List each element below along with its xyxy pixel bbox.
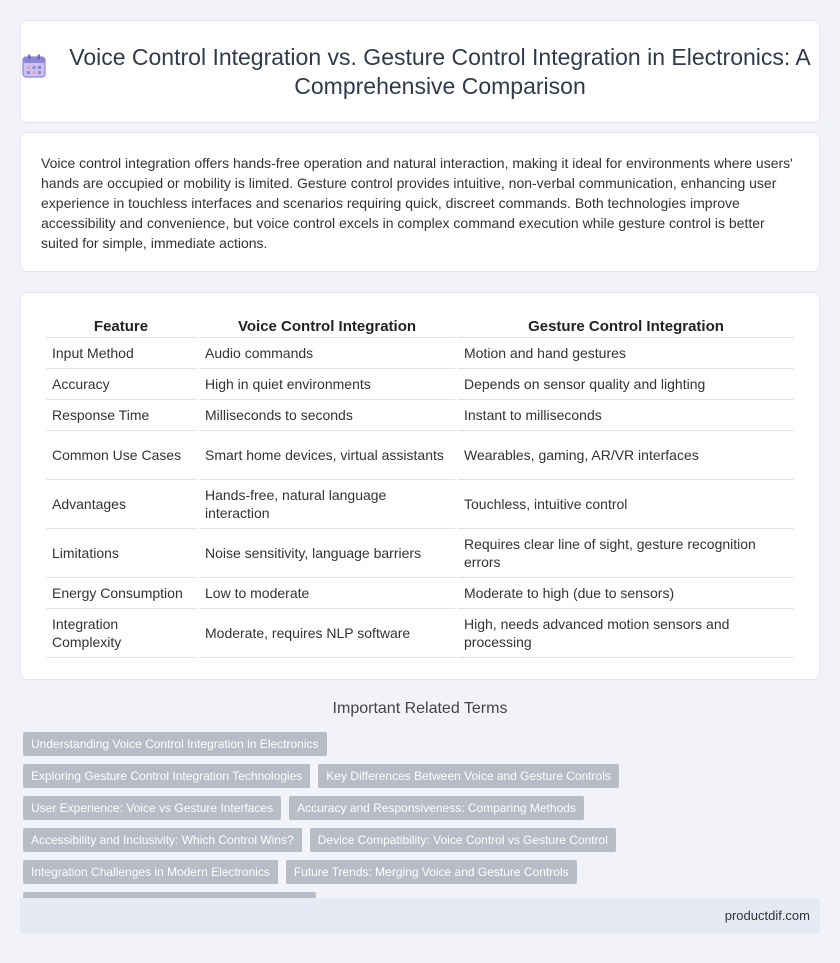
table-cell: Accuracy [46, 369, 196, 400]
table-cell: Milliseconds to seconds [199, 400, 455, 431]
table-row [46, 609, 794, 658]
related-tag[interactable]: Integration Challenges in Modern Electronics [23, 860, 278, 884]
related-tag[interactable]: Device Compatibility: Voice Control vs Gesture Control [310, 828, 616, 852]
table-row [46, 480, 794, 529]
column-header: Feature [46, 313, 196, 338]
table-cell: Instant to milliseconds [458, 400, 794, 431]
table-cell: Noise sensitivity, language barriers [199, 529, 455, 578]
page-title: Voice Control Integration vs. Gesture Control Integration in Electronics: A Comprehensive Comparison [69, 43, 811, 99]
table-cell: High, needs advanced motion sensors and processing [458, 609, 794, 658]
comparison-table [43, 313, 797, 658]
calendar-icon [21, 53, 47, 79]
table-row [46, 338, 794, 369]
table-cell: High in quiet environments [199, 369, 455, 400]
related-tag[interactable]: Accessibility and Inclusivity: Which Control Wins? [23, 828, 302, 852]
table-cell: Audio commands [199, 338, 455, 369]
table-row [46, 529, 794, 578]
table-cell: Smart home devices, virtual assistants [199, 431, 455, 480]
related-terms-heading: Important Related Terms [332, 700, 508, 717]
column-header: Voice Control Integration [199, 313, 455, 338]
table-cell: Wearables, gaming, AR/VR interfaces [458, 431, 794, 480]
comparison-table-card [20, 292, 820, 680]
related-tag[interactable]: Understanding Voice Control Integration in Electronics [23, 732, 327, 756]
table-row [46, 400, 794, 431]
table-cell: Common Use Cases [46, 431, 196, 480]
related-tag[interactable]: Exploring Gesture Control Integration Technologies [23, 764, 310, 788]
footer-site[interactable]: productdif.com [724, 908, 810, 923]
related-tag[interactable]: Future Trends: Merging Voice and Gesture Controls [286, 860, 577, 884]
related-terms-section [20, 700, 820, 916]
table-row [46, 578, 794, 609]
related-tag[interactable]: User Experience: Voice vs Gesture Interfaces [23, 796, 281, 820]
table-cell: Response Time [46, 400, 196, 431]
table-cell: Energy Consumption [46, 578, 196, 609]
summary-card [20, 132, 820, 272]
title-wrap [21, 43, 819, 101]
table-cell: Limitations [46, 529, 196, 578]
related-tag[interactable]: Accuracy and Responsiveness: Comparing Methods [289, 796, 584, 820]
related-tag[interactable]: Key Differences Between Voice and Gesture Controls [318, 764, 619, 788]
title-card [20, 20, 820, 123]
table-row [46, 369, 794, 400]
table-header-row [46, 313, 794, 338]
table-cell: Motion and hand gestures [458, 338, 794, 369]
table-cell: Integration Complexity [46, 609, 196, 658]
table-cell: Touchless, intuitive control [458, 480, 794, 529]
footer [20, 898, 820, 934]
table-cell: Hands-free, natural language interaction [199, 480, 455, 529]
table-cell: Moderate, requires NLP software [199, 609, 455, 658]
table-row [46, 431, 794, 480]
summary-text: Voice control integration offers hands-free operation and natural interaction, making it ideal for environments where users' hands are occupied or mobility is limited. Gesture control provides intuitive, non-verbal communication, enhancing user experience in touchless interfaces and scenarios requiring quick, discreet commands. Both technologies improve accessibility and convenience, but voice control excels in complex command execution while gesture control is better suited for simple, immediate actions. [41, 155, 793, 251]
table-cell: Depends on sensor quality and lighting [458, 369, 794, 400]
table-cell: Advantages [46, 480, 196, 529]
related-tags [20, 732, 620, 916]
table-cell: Moderate to high (due to sensors) [458, 578, 794, 609]
table-cell: Low to moderate [199, 578, 455, 609]
column-header: Gesture Control Integration [458, 313, 794, 338]
table-cell: Input Method [46, 338, 196, 369]
table-cell: Requires clear line of sight, gesture recognition errors [458, 529, 794, 578]
